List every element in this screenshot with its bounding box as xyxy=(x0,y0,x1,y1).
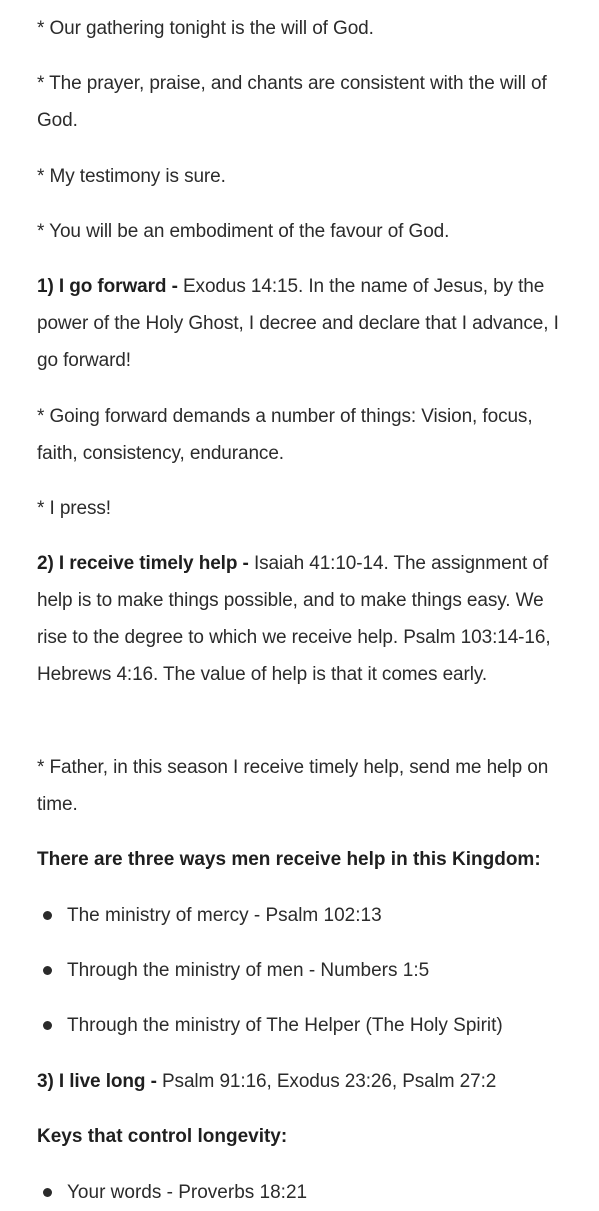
list-item: The ministry of mercy - Psalm 102:13 xyxy=(37,897,567,934)
section-live-long-text: Psalm 91:16, Exodus 23:26, Psalm 27:2 xyxy=(161,1071,497,1092)
section-go-forward-text: Exodus 14:15. In the name of Jesus, by the power of the Holy Ghost, I decree and declare that I advance, I go forward! xyxy=(37,276,559,371)
help-ways-list xyxy=(37,897,567,1044)
list-item: Through the ministry of men - Numbers 1:5 xyxy=(37,952,567,989)
paragraph-favour: * You will be an embodiment of the favour of God. xyxy=(37,221,450,242)
bullet-icon xyxy=(43,966,52,975)
paragraph-gathering: * Our gathering tonight is the will of God. xyxy=(37,18,374,39)
paragraph-press: * I press! xyxy=(37,498,111,519)
section-timely-help-title: 2) I receive timely help - xyxy=(37,553,254,574)
section-timely-help xyxy=(37,545,552,693)
section-go-forward-title: 1) I go forward - xyxy=(37,276,183,297)
section-live-long-title: 3) I live long - xyxy=(37,1071,162,1092)
longevity-list xyxy=(37,1174,567,1211)
paragraph-going-forward: * Going forward demands a number of things: Vision, focus, faith, consistency, endurance. xyxy=(37,406,533,464)
paragraph-prayer: * The prayer, praise, and chants are consistent with the will of God. xyxy=(37,73,547,131)
section-live-long xyxy=(37,1063,562,1100)
bullet-icon xyxy=(43,1021,52,1030)
section-go-forward xyxy=(37,268,562,379)
section-timely-help-text: Isaiah 41:10-14. The assignment of help is to make things possible, and to make things easy. We rise to the degree to which we receive help. Psalm 103:14-16, Hebrews 4:16. The value of help is that it comes early. xyxy=(37,553,551,685)
list-item: Through the ministry of The Helper (The Holy Spirit) xyxy=(37,1007,567,1044)
bullet-icon xyxy=(43,1188,52,1197)
heading-longevity-keys: Keys that control longevity: xyxy=(37,1126,288,1147)
paragraph-testimony: * My testimony is sure. xyxy=(37,166,226,187)
bullet-icon xyxy=(43,911,52,920)
list-item: Your words - Proverbs 18:21 xyxy=(37,1174,567,1211)
paragraph-father: * Father, in this season I receive timely help, send me help on time. xyxy=(37,757,549,815)
heading-three-ways: There are three ways men receive help in this Kingdom: xyxy=(37,849,541,870)
